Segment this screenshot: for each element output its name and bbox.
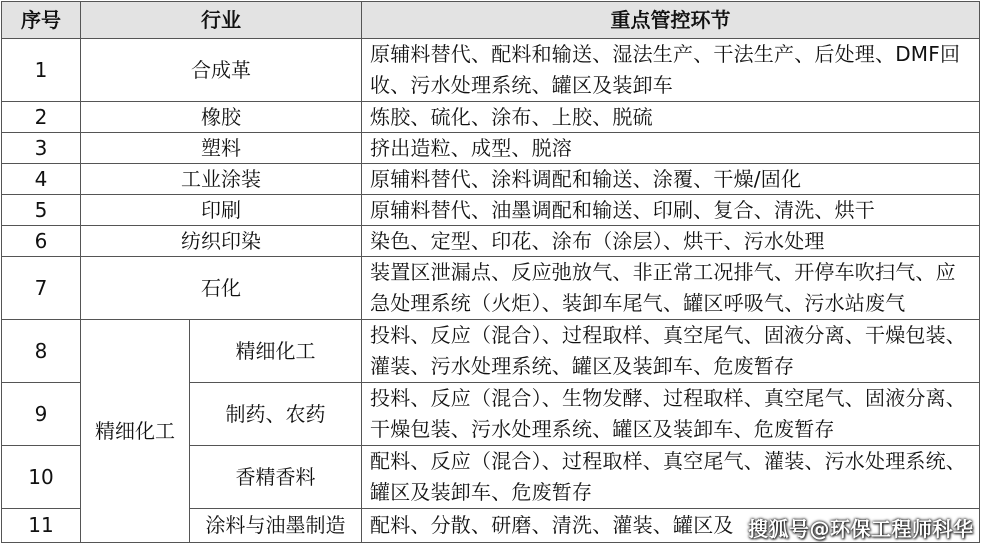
row-number: 6 (2, 226, 81, 257)
row-industry: 合成革 (81, 39, 362, 102)
row-number: 11 (2, 509, 81, 543)
row-key-links: 原辅料替代、油墨调配和输送、印刷、复合、清洗、烘干 (362, 195, 980, 226)
row-industry: 香精香料 (190, 446, 362, 509)
table-row (2, 195, 980, 226)
table-header-row (2, 2, 980, 39)
row-key-links: 染色、定型、印花、涂布（涂层）、烘干、污水处理 (362, 226, 980, 257)
row-key-links: 投料、反应（混合）、生物发酵、过程取样、真空尾气、固液分离、干燥包装、污水处理系统、罐区及装卸车、危废暂存 (362, 383, 980, 446)
table-row (2, 39, 980, 102)
row-number: 4 (2, 164, 81, 195)
row-group-industry: 精细化工 (81, 320, 190, 543)
row-industry: 制药、农药 (190, 383, 362, 446)
row-key-links: 配料、反应（混合）、过程取样、真空尾气、灌装、污水处理系统、罐区及装卸车、危废暂存 (362, 446, 980, 509)
table-row (2, 102, 980, 133)
row-key-links: 原辅料替代、涂料调配和输送、涂覆、干燥/固化 (362, 164, 980, 195)
row-number: 3 (2, 133, 81, 164)
row-number: 1 (2, 39, 81, 102)
row-number: 9 (2, 383, 81, 446)
row-key-links: 装置区泄漏点、反应弛放气、非正常工况排气、开停车吹扫气、应急处理系统（火炬）、装卸车尾气、罐区呼吸气、污水站废气 (362, 257, 980, 320)
row-key-links: 挤出造粒、成型、脱溶 (362, 133, 980, 164)
row-industry: 精细化工 (190, 320, 362, 383)
row-number: 10 (2, 446, 81, 509)
table-row (2, 133, 980, 164)
table-row (2, 164, 980, 195)
table-row (2, 257, 980, 320)
control-table (1, 1, 980, 543)
header-number: 序号 (2, 2, 81, 39)
row-industry: 纺织印染 (81, 226, 362, 257)
row-industry: 石化 (81, 257, 362, 320)
row-number: 7 (2, 257, 81, 320)
row-industry: 工业涂装 (81, 164, 362, 195)
row-industry: 橡胶 (81, 102, 362, 133)
row-industry: 印刷 (81, 195, 362, 226)
header-industry: 行业 (81, 2, 362, 39)
header-key-links: 重点管控环节 (362, 2, 980, 39)
row-number: 2 (2, 102, 81, 133)
watermark-text: 搜狐号@环保工程师科华 (748, 517, 974, 541)
row-number: 8 (2, 320, 81, 383)
row-key-links: 配料、分散、研磨、清洗、灌装、罐区及 (362, 509, 980, 543)
row-industry: 涂料与油墨制造 (190, 509, 362, 543)
row-key-links: 投料、反应（混合）、过程取样、真空尾气、固液分离、干燥包装、灌装、污水处理系统、罐区及装卸车、危废暂存 (362, 320, 980, 383)
row-industry: 塑料 (81, 133, 362, 164)
row-key-links: 炼胶、硫化、涂布、上胶、脱硫 (362, 102, 980, 133)
row-number: 5 (2, 195, 81, 226)
table-row (2, 226, 980, 257)
row-key-links: 原辅料替代、配料和输送、湿法生产、干法生产、后处理、DMF回收、污水处理系统、罐区及装卸车 (362, 39, 980, 102)
table-row (2, 320, 980, 383)
